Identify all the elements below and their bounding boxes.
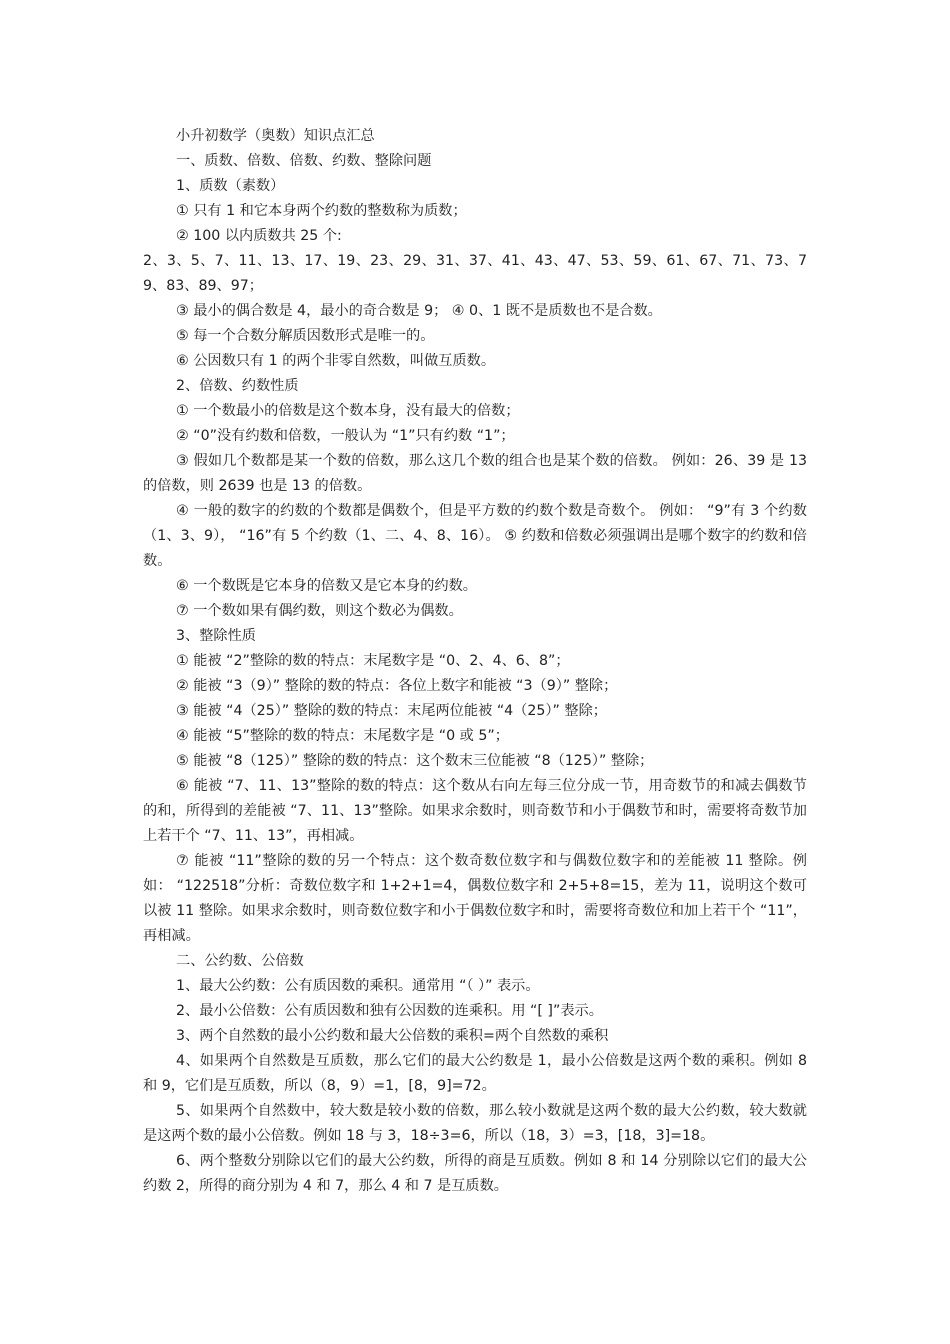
paragraph: ② 100 以内质数共 25 个:	[176, 228, 342, 244]
paragraph: ③ 最小的偶合数是 4，最小的奇合数是 9； ④ 0、1 既不是质数也不是合数。	[176, 303, 662, 319]
paragraph: ⑤ 每一个合数分解质因数形式是唯一的。	[176, 328, 435, 344]
paragraph: ④ 一般的数字的约数的个数都是偶数个，但是平方数的约数个数是奇数个。 例如： “9”有 3 个约数（1、3、9）， “16”有 5 个约数（1、二、4、8、16）。 ⑤ 约数和倍数必须强调出是哪个数字的约数和倍数。	[143, 503, 807, 569]
paragraph: ⑥ 一个数既是它本身的倍数又是它本身的约数。	[176, 578, 477, 594]
paragraph: 6、两个整数分别除以它们的最大公约数，所得的商是互质数。例如 8 和 14 分别除以它们的最大公约数 2，所得的商分别为 4 和 7，那么 4 和 7 是互质数。	[143, 1153, 807, 1194]
paragraph: ① 能被 “2”整除的数的特点：末尾数字是 “0、2、4、6、8”；	[176, 653, 570, 669]
paragraph: ⑦ 能被 “11”整除的数的另一个特点：这个数奇数位数字和与偶数位数字和的差能被 11 整除。例如： “122518”分析：奇数位数字和 1+2+1=4，偶数位数字和 2+5+8=15，差为 11，说明这个数可以被 11 整除。如果求余数时，则奇数位数字和小于偶数位数字和时，需要将奇数位和加上若干个 “11”，再相减。	[143, 853, 807, 944]
paragraph: ⑥ 公因数只有 1 的两个非零自然数，叫做互质数。	[176, 353, 496, 369]
paragraph: ① 一个数最小的倍数是这个数本身，没有最大的倍数；	[176, 403, 520, 419]
paragraph: 二、公约数、公倍数	[176, 953, 304, 969]
paragraph: ③ 假如几个数都是某一个数的倍数，那么这几个数的组合也是某个数的倍数。 例如：26、39 是 13 的倍数，则 2639 也是 13 的倍数。	[143, 453, 807, 494]
paragraph: 1、质数（素数）	[176, 178, 285, 194]
paragraph: ⑤ 能被 “8（125）” 整除的数的特点：这个数末三位能被 “8（125）” 整除；	[176, 753, 654, 769]
paragraph: 2、最小公倍数：公有质因数和独有公因数的连乘积。用 “[ ]”表示。	[176, 1003, 603, 1019]
paragraph: 2、3、5、7、11、13、17、19、23、29、31、37、41、43、47、53、59、61、67、71、73、79、83、89、97；	[143, 253, 807, 294]
paragraph: 5、如果两个自然数中，较大数是较小数的倍数，那么较小数就是这两个数的最大公约数，较大数就是这两个数的最小公倍数。例如 18 与 3，18÷3=6，所以（18，3）=3，[18，3]=18。	[143, 1103, 807, 1144]
paragraph: 3、两个自然数的最小公约数和最大公倍数的乘积=两个自然数的乘积	[176, 1028, 609, 1044]
paragraph: 小升初数学（奥数）知识点汇总	[176, 128, 375, 144]
paragraph: 2、倍数、约数性质	[176, 378, 299, 394]
paragraph: ⑦ 一个数如果有偶约数，则这个数必为偶数。	[176, 603, 463, 619]
paragraph: 1、最大公约数：公有质因数的乘积。通常用 “（ ）” 表示。	[176, 978, 540, 994]
paragraph: ② “0”没有约数和倍数，一般认为 “1”只有约数 “1”；	[176, 428, 515, 444]
paragraph: ④ 能被 “5”整除的数的特点：末尾数字是 “0 或 5”；	[176, 728, 509, 744]
paragraph: ① 只有 1 和它本身两个约数的整数称为质数；	[176, 203, 467, 219]
paragraph: ⑥ 能被 “7、11、13”整除的数的特点：这个数从右向左每三位分成一节，用奇数节的和减去偶数节的和，所得到的差能被 “7、11、13”整除。如果求余数时，则奇数节和小于偶数节和时，需要将奇数节加上若干个 “7、11、13”，再相减。	[143, 778, 807, 844]
paragraph: ③ 能被 “4（25）” 整除的数的特点：末尾两位能被 “4（25）” 整除；	[176, 703, 607, 719]
paragraph: 4、如果两个自然数是互质数，那么它们的最大公约数是 1，最小公倍数是这两个数的乘积。例如 8 和 9，它们是互质数，所以（8，9）=1，[8，9]=72。	[143, 1053, 807, 1094]
paragraph: 3、整除性质	[176, 628, 256, 644]
paragraph: ② 能被 “3（9）” 整除的数的特点：各位上数字和能被 “3（9）” 整除；	[176, 678, 618, 694]
paragraph: 一、质数、倍数、倍数、约数、整除问题	[176, 153, 432, 169]
document-body	[143, 124, 807, 1199]
